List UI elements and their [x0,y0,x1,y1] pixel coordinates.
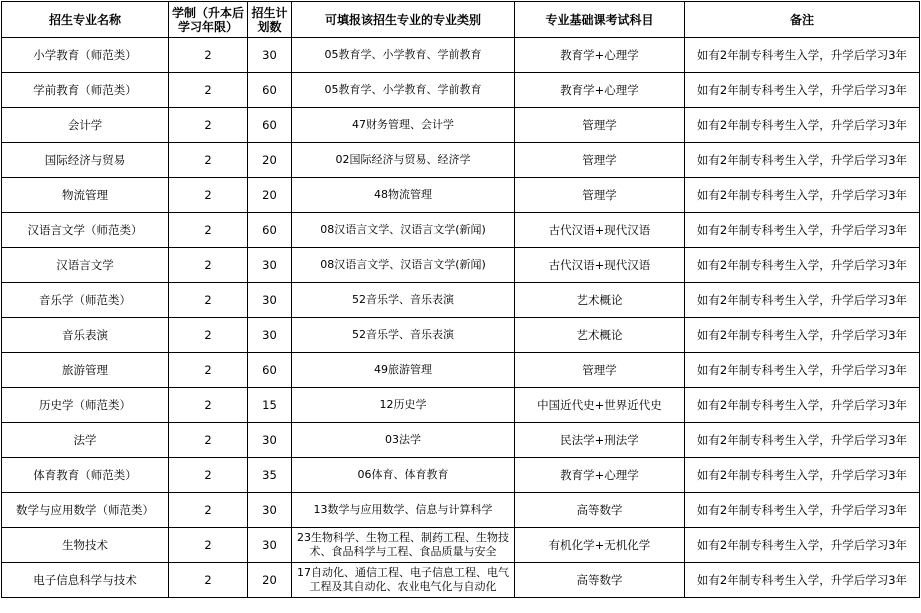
exam-subjects-cell: 艺术概论 [515,283,685,318]
table-row [2,143,920,178]
notes-cell: 如有2年制专科考生入学，升学后学习3年 [685,353,920,388]
notes-cell: 如有2年制专科考生入学，升学后学习3年 [685,248,920,283]
exam-subjects-cell: 管理学 [515,178,685,213]
plan-count-cell: 20 [248,563,292,598]
exam-subjects-cell: 高等数学 [515,563,685,598]
plan-count-cell: 60 [248,213,292,248]
exam-subjects-cell: 教育学+心理学 [515,458,685,493]
plan-count-cell: 30 [248,423,292,458]
eligible-categories-cell: 49旅游管理 [292,353,515,388]
eligible-categories-cell: 17自动化、通信工程、电子信息工程、电气工程及其自动化、农业电气化与自动化 [292,563,515,598]
plan-count-cell: 30 [248,493,292,528]
major-name-cell: 电子信息科学与技术 [2,563,169,598]
table-row [2,458,920,493]
major-name-cell: 物流管理 [2,178,169,213]
exam-subjects-cell: 艺术概论 [515,318,685,353]
eligible-categories-cell: 08汉语言文学、汉语言文学(新闻) [292,248,515,283]
study-years-cell: 2 [169,283,248,318]
exam-subjects-cell: 管理学 [515,108,685,143]
exam-subjects-cell: 中国近代史+世界近代史 [515,388,685,423]
table-row [2,388,920,423]
eligible-categories-cell: 47财务管理、会计学 [292,108,515,143]
exam-subjects-cell: 管理学 [515,353,685,388]
header-plan-count: 招生计划数 [248,2,292,38]
table-row [2,178,920,213]
plan-count-cell: 30 [248,318,292,353]
notes-cell: 如有2年制专科考生入学，升学后学习3年 [685,178,920,213]
study-years-cell: 2 [169,563,248,598]
major-name-cell: 国际经济与贸易 [2,143,169,178]
table-row [2,73,920,108]
notes-cell: 如有2年制专科考生入学，升学后学习3年 [685,283,920,318]
study-years-cell: 2 [169,248,248,283]
study-years-cell: 2 [169,213,248,248]
exam-subjects-cell: 管理学 [515,143,685,178]
notes-cell: 如有2年制专科考生入学，升学后学习3年 [685,143,920,178]
major-name-cell: 音乐学（师范类） [2,283,169,318]
eligible-categories-cell: 05教育学、小学教育、学前教育 [292,38,515,73]
plan-count-cell: 60 [248,353,292,388]
header-exam-subjects: 专业基础课考试科目 [515,2,685,38]
major-name-cell: 会计学 [2,108,169,143]
study-years-cell: 2 [169,143,248,178]
table-row [2,353,920,388]
eligible-categories-cell: 13数学与应用数学、信息与计算科学 [292,493,515,528]
major-name-cell: 历史学（师范类） [2,388,169,423]
eligible-categories-cell: 52音乐学、音乐表演 [292,318,515,353]
notes-cell: 如有2年制专科考生入学，升学后学习3年 [685,318,920,353]
study-years-cell: 2 [169,423,248,458]
notes-cell: 如有2年制专科考生入学，升学后学习3年 [685,423,920,458]
study-years-cell: 2 [169,108,248,143]
table-row [2,283,920,318]
exam-subjects-cell: 教育学+心理学 [515,38,685,73]
study-years-cell: 2 [169,528,248,563]
eligible-categories-cell: 08汉语言文学、汉语言文学(新闻) [292,213,515,248]
notes-cell: 如有2年制专科考生入学，升学后学习3年 [685,563,920,598]
table-row [2,423,920,458]
exam-subjects-cell: 高等数学 [515,493,685,528]
exam-subjects-cell: 教育学+心理学 [515,73,685,108]
table-row [2,493,920,528]
study-years-cell: 2 [169,353,248,388]
header-row [2,2,920,38]
eligible-categories-cell: 05教育学、小学教育、学前教育 [292,73,515,108]
major-name-cell: 小学教育（师范类） [2,38,169,73]
study-years-cell: 2 [169,493,248,528]
eligible-categories-cell: 02国际经济与贸易、经济学 [292,143,515,178]
notes-cell: 如有2年制专科考生入学，升学后学习3年 [685,388,920,423]
eligible-categories-cell: 12历史学 [292,388,515,423]
table-row [2,528,920,563]
exam-subjects-cell: 古代汉语+现代汉语 [515,213,685,248]
study-years-cell: 2 [169,458,248,493]
study-years-cell: 2 [169,318,248,353]
exam-subjects-cell: 有机化学+无机化学 [515,528,685,563]
study-years-cell: 2 [169,388,248,423]
study-years-cell: 2 [169,73,248,108]
notes-cell: 如有2年制专科考生入学，升学后学习3年 [685,213,920,248]
plan-count-cell: 30 [248,248,292,283]
major-name-cell: 法学 [2,423,169,458]
table-body [2,38,920,598]
notes-cell: 如有2年制专科考生入学，升学后学习3年 [685,38,920,73]
table-row [2,318,920,353]
header-eligible-categories: 可填报该招生专业的专业类别 [292,2,515,38]
header-study-years: 学制（升本后学习年限） [169,2,248,38]
eligible-categories-cell: 52音乐学、音乐表演 [292,283,515,318]
plan-count-cell: 30 [248,528,292,563]
major-name-cell: 汉语言文学（师范类） [2,213,169,248]
exam-subjects-cell: 民法学+刑法学 [515,423,685,458]
plan-count-cell: 15 [248,388,292,423]
study-years-cell: 2 [169,38,248,73]
major-name-cell: 汉语言文学 [2,248,169,283]
table-row [2,248,920,283]
table-row [2,108,920,143]
table-row [2,213,920,248]
plan-count-cell: 60 [248,108,292,143]
notes-cell: 如有2年制专科考生入学，升学后学习3年 [685,458,920,493]
eligible-categories-cell: 03法学 [292,423,515,458]
plan-count-cell: 20 [248,178,292,213]
notes-cell: 如有2年制专科考生入学，升学后学习3年 [685,73,920,108]
major-name-cell: 音乐表演 [2,318,169,353]
plan-count-cell: 30 [248,38,292,73]
plan-count-cell: 60 [248,73,292,108]
major-name-cell: 旅游管理 [2,353,169,388]
notes-cell: 如有2年制专科考生入学，升学后学习3年 [685,493,920,528]
major-name-cell: 学前教育（师范类） [2,73,169,108]
major-name-cell: 数学与应用数学（师范类） [2,493,169,528]
header-notes: 备注 [685,2,920,38]
eligible-categories-cell: 06体育、体育教育 [292,458,515,493]
study-years-cell: 2 [169,178,248,213]
admission-table [1,1,920,598]
plan-count-cell: 30 [248,283,292,318]
eligible-categories-cell: 23生物科学、生物工程、制药工程、生物技术、食品科学与工程、食品质量与安全 [292,528,515,563]
table-row [2,563,920,598]
table-row [2,38,920,73]
plan-count-cell: 35 [248,458,292,493]
exam-subjects-cell: 古代汉语+现代汉语 [515,248,685,283]
header-major-name: 招生专业名称 [2,2,169,38]
major-name-cell: 生物技术 [2,528,169,563]
eligible-categories-cell: 48物流管理 [292,178,515,213]
major-name-cell: 体育教育（师范类） [2,458,169,493]
notes-cell: 如有2年制专科考生入学，升学后学习3年 [685,528,920,563]
notes-cell: 如有2年制专科考生入学，升学后学习3年 [685,108,920,143]
plan-count-cell: 20 [248,143,292,178]
